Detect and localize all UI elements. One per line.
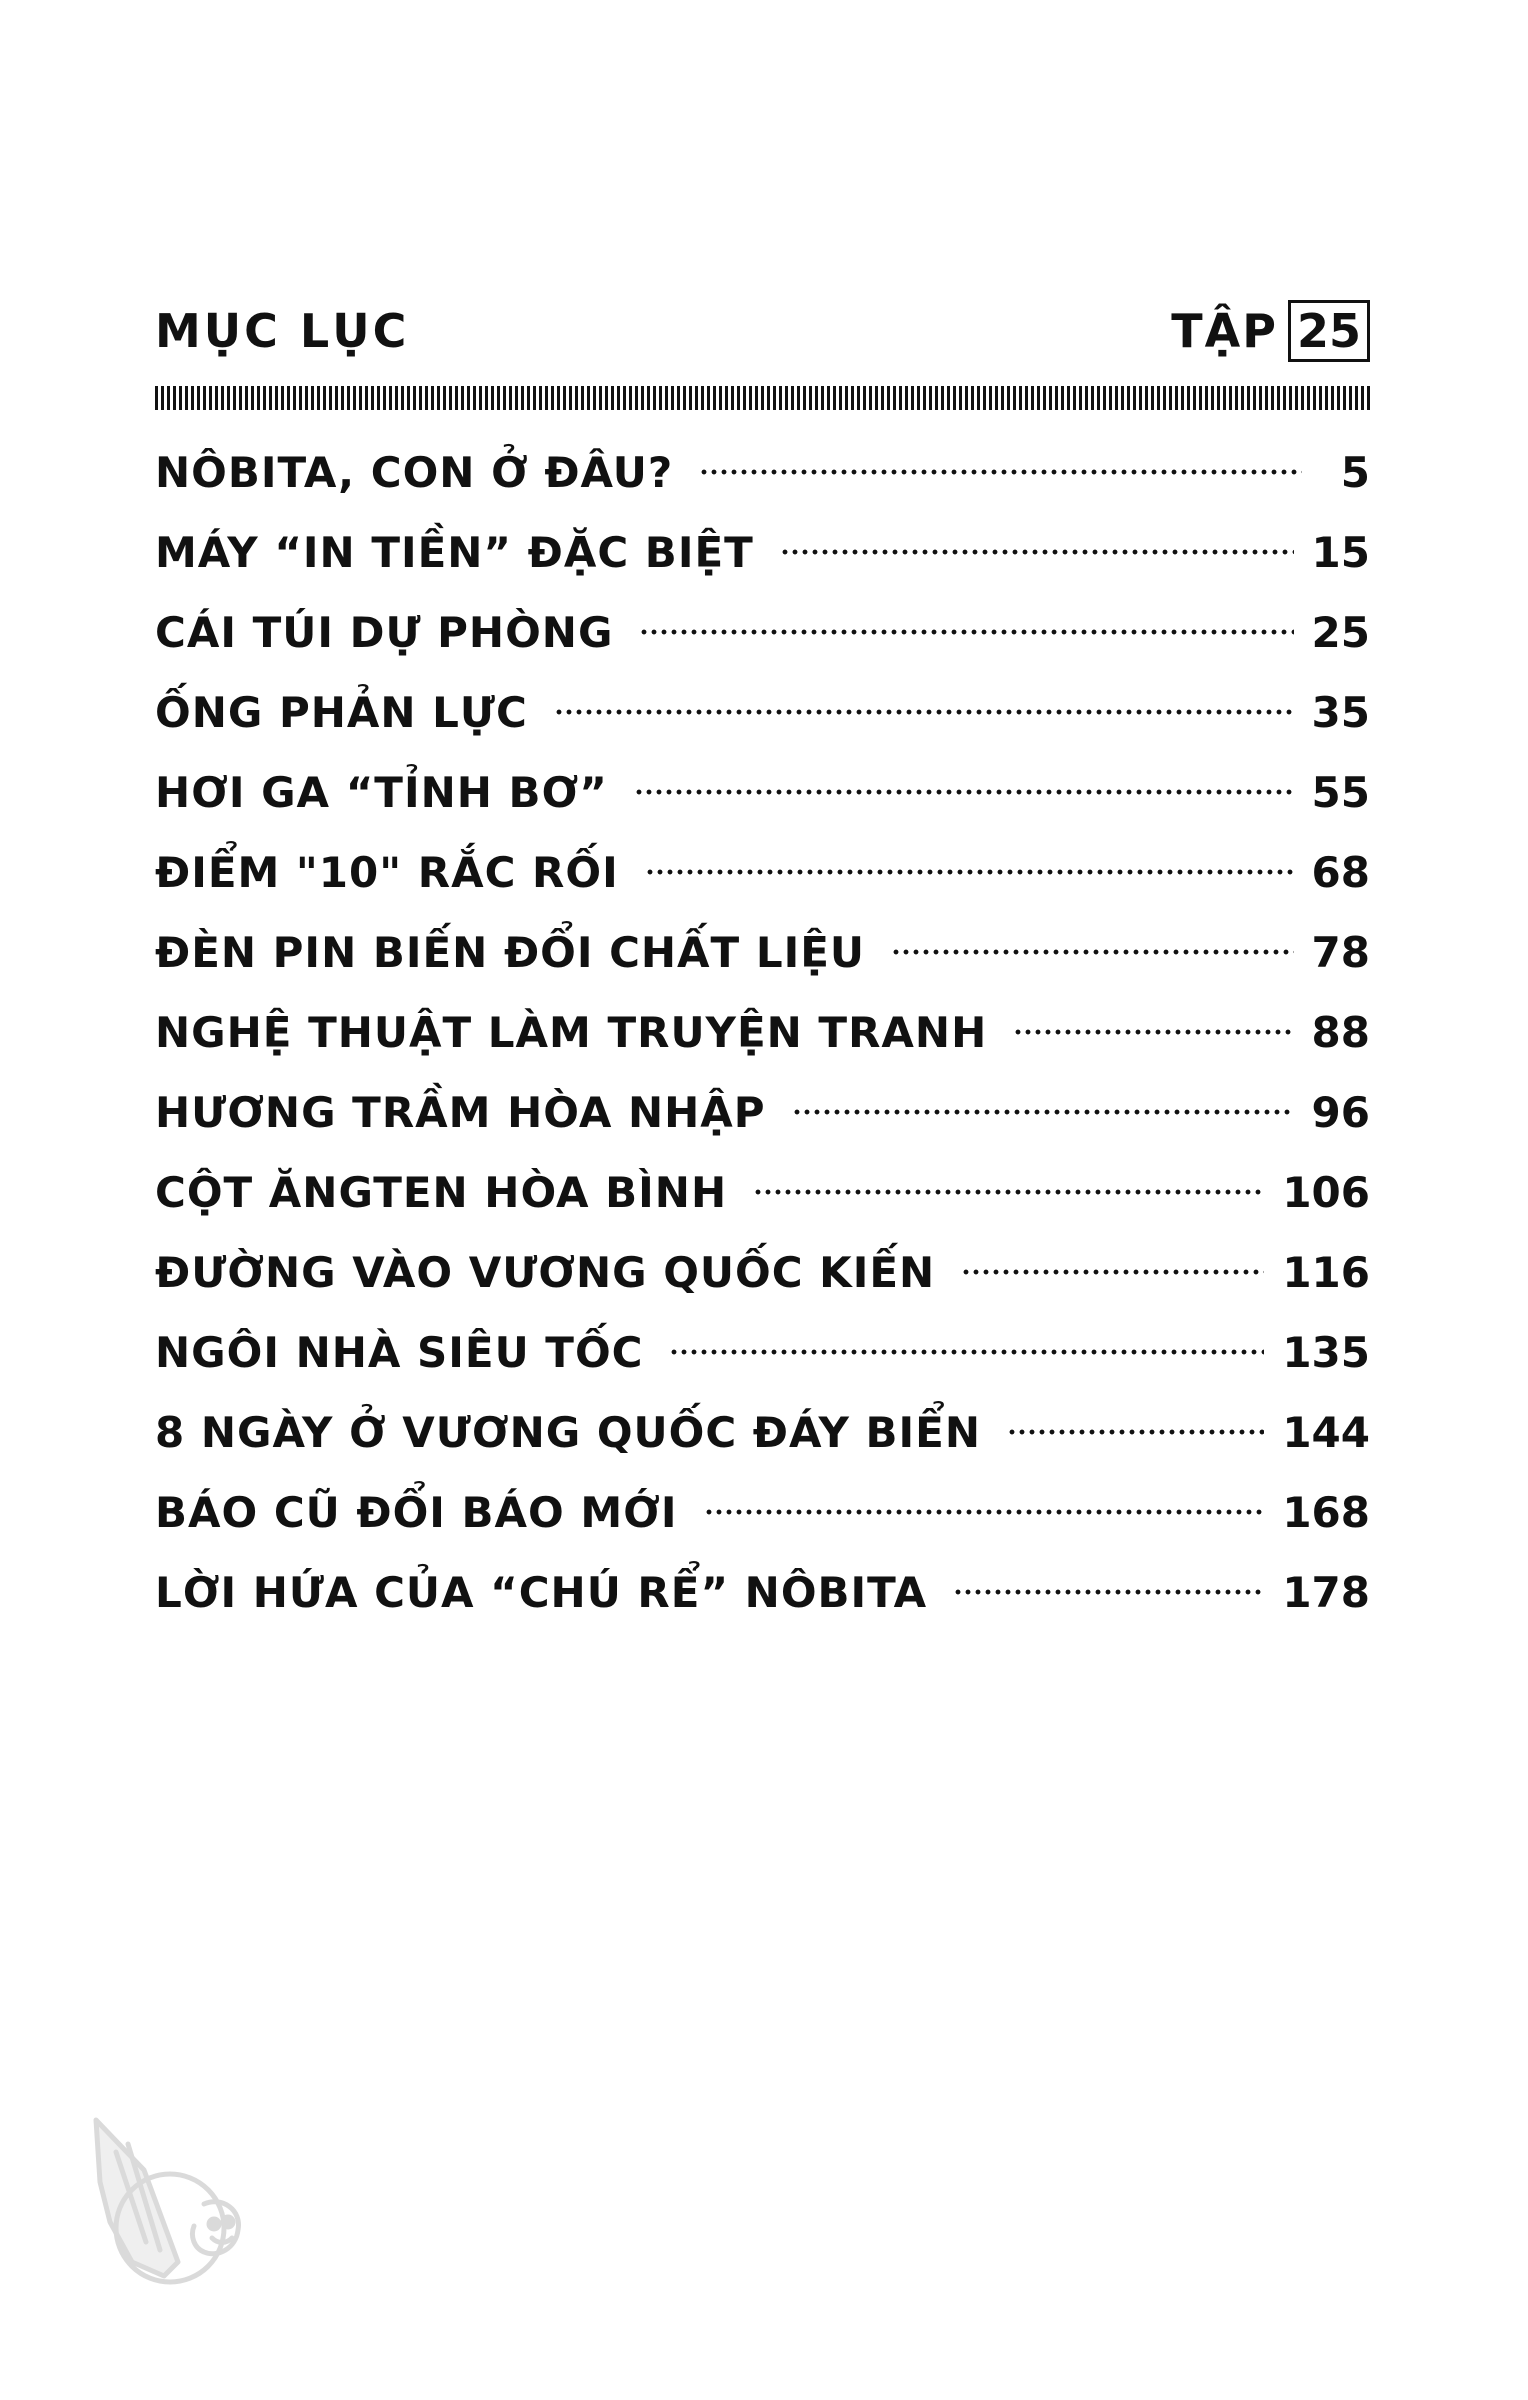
dot-leader — [780, 549, 1294, 555]
toc-entry-title: NÔBITA, CON Ở ĐÂU? — [155, 447, 674, 497]
publisher-logo-icon — [86, 2112, 256, 2292]
toc-entry — [155, 1072, 1370, 1152]
page-title: MỤC LỤC — [155, 304, 410, 358]
toc-entry-title: MÁY “IN TIỀN” ĐẶC BIỆT — [155, 527, 754, 577]
toc-entry-title: 8 NGÀY Ở VƯƠNG QUỐC ĐÁY BIỂN — [155, 1407, 981, 1457]
toc-entry-title: LỜI HỨA CỦA “CHÚ RỂ” NÔBITA — [155, 1567, 928, 1617]
dot-leader — [891, 949, 1294, 955]
toc-entry-page: 15 — [1311, 527, 1370, 577]
toc-entry-page: 68 — [1311, 847, 1370, 897]
toc-entry-page: 88 — [1311, 1007, 1370, 1057]
toc-entry-title: NGÔI NHÀ SIÊU TỐC — [155, 1327, 644, 1377]
dot-leader — [953, 1589, 1264, 1595]
dot-leader — [645, 869, 1294, 875]
toc-entry-title: ĐIỂM "10" RẮC RỐI — [155, 847, 619, 897]
dot-leader — [1007, 1429, 1264, 1435]
toc-entry-title: ĐÈN PIN BIẾN ĐỔI CHẤT LIỆU — [155, 927, 866, 977]
toc-entry-title: HƯƠNG TRẦM HÒA NHẬP — [155, 1087, 766, 1137]
volume-label: TẬP — [1171, 304, 1278, 358]
toc-header — [155, 296, 1370, 366]
toc-entry-page: 168 — [1282, 1487, 1370, 1537]
volume-number-box: 25 — [1288, 300, 1370, 362]
toc-entry-title: CỘT ĂNGTEN HÒA BÌNH — [155, 1167, 728, 1217]
toc-entry-page: 35 — [1311, 687, 1370, 737]
dot-leader — [634, 789, 1294, 795]
toc-entry-page: 135 — [1282, 1327, 1370, 1377]
dot-leader — [792, 1109, 1294, 1115]
toc-entry — [155, 912, 1370, 992]
toc-entry — [155, 1152, 1370, 1232]
dot-leader — [639, 629, 1293, 635]
dot-leader — [961, 1269, 1264, 1275]
toc-entry — [155, 1392, 1370, 1472]
header-divider — [155, 386, 1370, 410]
toc-entry-page: 55 — [1311, 767, 1370, 817]
table-of-contents — [155, 432, 1370, 1632]
dot-leader — [699, 469, 1302, 475]
toc-entry-title: HƠI GA “TỈNH BƠ” — [155, 767, 608, 817]
toc-entry — [155, 1312, 1370, 1392]
toc-entry-page: 106 — [1282, 1167, 1370, 1217]
dot-leader — [669, 1349, 1264, 1355]
toc-entry-page: 25 — [1311, 607, 1370, 657]
toc-entry-title: BÁO CŨ ĐỔI BÁO MỚI — [155, 1487, 678, 1537]
toc-entry-title: ỐNG PHẢN LỰC — [155, 687, 528, 737]
toc-entry — [155, 1472, 1370, 1552]
toc-entry-title: NGHỆ THUẬT LÀM TRUYỆN TRANH — [155, 1007, 988, 1057]
toc-entry — [155, 672, 1370, 752]
toc-entry-page: 96 — [1311, 1087, 1370, 1137]
volume-indicator — [1171, 296, 1370, 366]
toc-entry — [155, 1552, 1370, 1632]
toc-entry-title: ĐƯỜNG VÀO VƯƠNG QUỐC KIẾN — [155, 1247, 936, 1297]
toc-entry-page: 5 — [1340, 447, 1370, 497]
dot-leader — [1013, 1029, 1293, 1035]
toc-entry-page: 78 — [1311, 927, 1370, 977]
toc-entry-title: CÁI TÚI DỰ PHÒNG — [155, 607, 614, 657]
dot-leader — [554, 709, 1294, 715]
toc-entry — [155, 752, 1370, 832]
toc-entry — [155, 832, 1370, 912]
dot-leader — [753, 1189, 1264, 1195]
toc-entry — [155, 592, 1370, 672]
dot-leader — [704, 1509, 1265, 1515]
toc-entry — [155, 432, 1370, 512]
toc-entry — [155, 512, 1370, 592]
toc-entry-page: 178 — [1282, 1567, 1370, 1617]
toc-entry-page: 144 — [1282, 1407, 1370, 1457]
toc-entry — [155, 992, 1370, 1072]
toc-entry — [155, 1232, 1370, 1312]
toc-entry-page: 116 — [1282, 1247, 1370, 1297]
